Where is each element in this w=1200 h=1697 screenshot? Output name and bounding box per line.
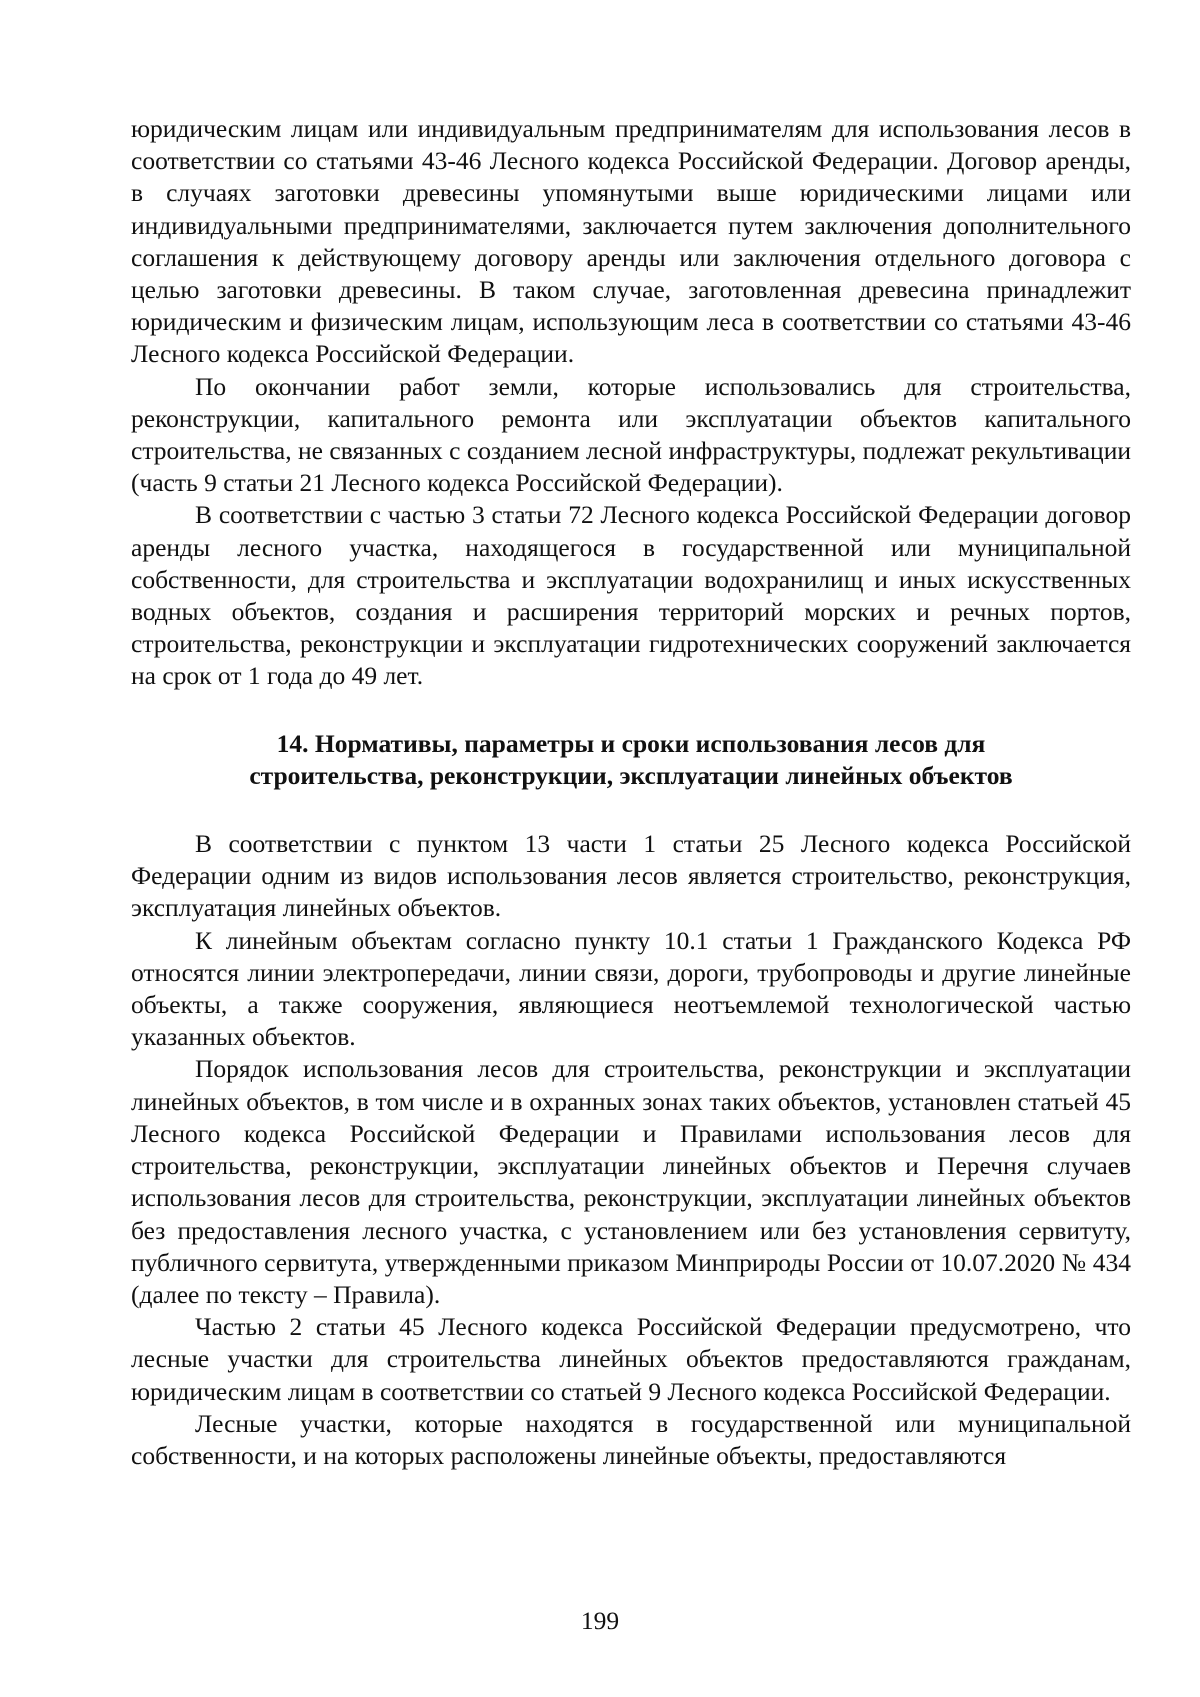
paragraph-article-45: Частью 2 статьи 45 Лесного кодекса Российской Федерации предусмотрено, что лесные участки для строительства линейных объектов предоставляются гражданам, юридическим лицам в соответствии со статьей 9 Лесного кодекса Российской Федерации.	[131, 1312, 1131, 1406]
document-page	[131, 113, 1131, 1472]
paragraph-lease-term: В соответствии с частью 3 статьи 72 Лесного кодекса Российской Федерации договор аренды лесного участка, находящегося в государственной или муниципальной собственности, для строительства и эксплуатации водохранилищ и иных искусственных водных объектов, создания и расширения территорий морских и речных портов, строительства, реконструкции и эксплуатации гидротехнических сооружений заключается на срок от 1 года до 49 лет.	[131, 500, 1131, 691]
section-heading-line-2: строительства, реконструкции, эксплуатации линейных объектов	[249, 760, 1013, 790]
page-number: 199	[580, 1606, 620, 1635]
paragraph-article-25: В соответствии с пунктом 13 части 1 статьи 25 Лесного кодекса Российской Федерации одним из видов использования лесов является строительство, реконструкция, эксплуатация линейных объектов.	[131, 829, 1131, 923]
paragraph-recultivation: По окончании работ земли, которые использовались для строительства, реконструкции, капитального ремонта или эксплуатации объектов капитального строительства, не связанных с созданием лесной инфраструктуры, подлежат рекультивации (часть 9 статьи 21 Лесного кодекса Российской Федерации).	[131, 371, 1131, 498]
paragraph-continuation: юридическим лицам или индивидуальным предпринимателям для использования лесов в соответствии со статьями 43-46 Лесного кодекса Российской Федерации. Договор аренды, в случаях заготовки древесины упомянутыми выше юридическими лицами или индивидуальными предпринимателями, заключается путем заключения дополнительного соглашения к действующему договору аренды или заключения отдельного договора с целью заготовки древесины. В таком случае, заготовленная древесина принадлежит юридическим и физическим лицам, использующим леса в соответствии со статьями 43-46 Лесного кодекса Российской Федерации.	[131, 114, 1131, 369]
paragraph-linear-objects: К линейным объектам согласно пункту 10.1 статьи 1 Гражданского Кодекса РФ относятся линии электропередачи, линии связи, дороги, трубопроводы и другие линейные объекты, а также сооружения, являющиеся неотъемлемой технологической частью указанных объектов.	[131, 925, 1131, 1052]
section-heading	[131, 728, 1131, 792]
section-heading-line-1: 14. Нормативы, параметры и сроки использования лесов для	[276, 728, 986, 758]
paragraph-forest-plots: Лесные участки, которые находятся в государственной или муниципальной собственности, и на которых расположены линейные объекты, предоставляются	[131, 1408, 1131, 1470]
paragraph-usage-order: Порядок использования лесов для строительства, реконструкции и эксплуатации линейных объектов, в том числе и в охранных зонах таких объектов, установлен статьей 45 Лесного кодекса Российской Федерации и Правилами использования лесов для строительства, реконструкции, эксплуатации линейных объектов и Перечня случаев использования лесов для строительства, реконструкции, эксплуатации линейных объектов без предоставления лесного участка, с установлением или без установления сервитуту, публичного сервитута, утвержденными приказом Минприроды России от 10.07.2020 № 434 (далее по тексту – Правила).	[131, 1054, 1131, 1309]
